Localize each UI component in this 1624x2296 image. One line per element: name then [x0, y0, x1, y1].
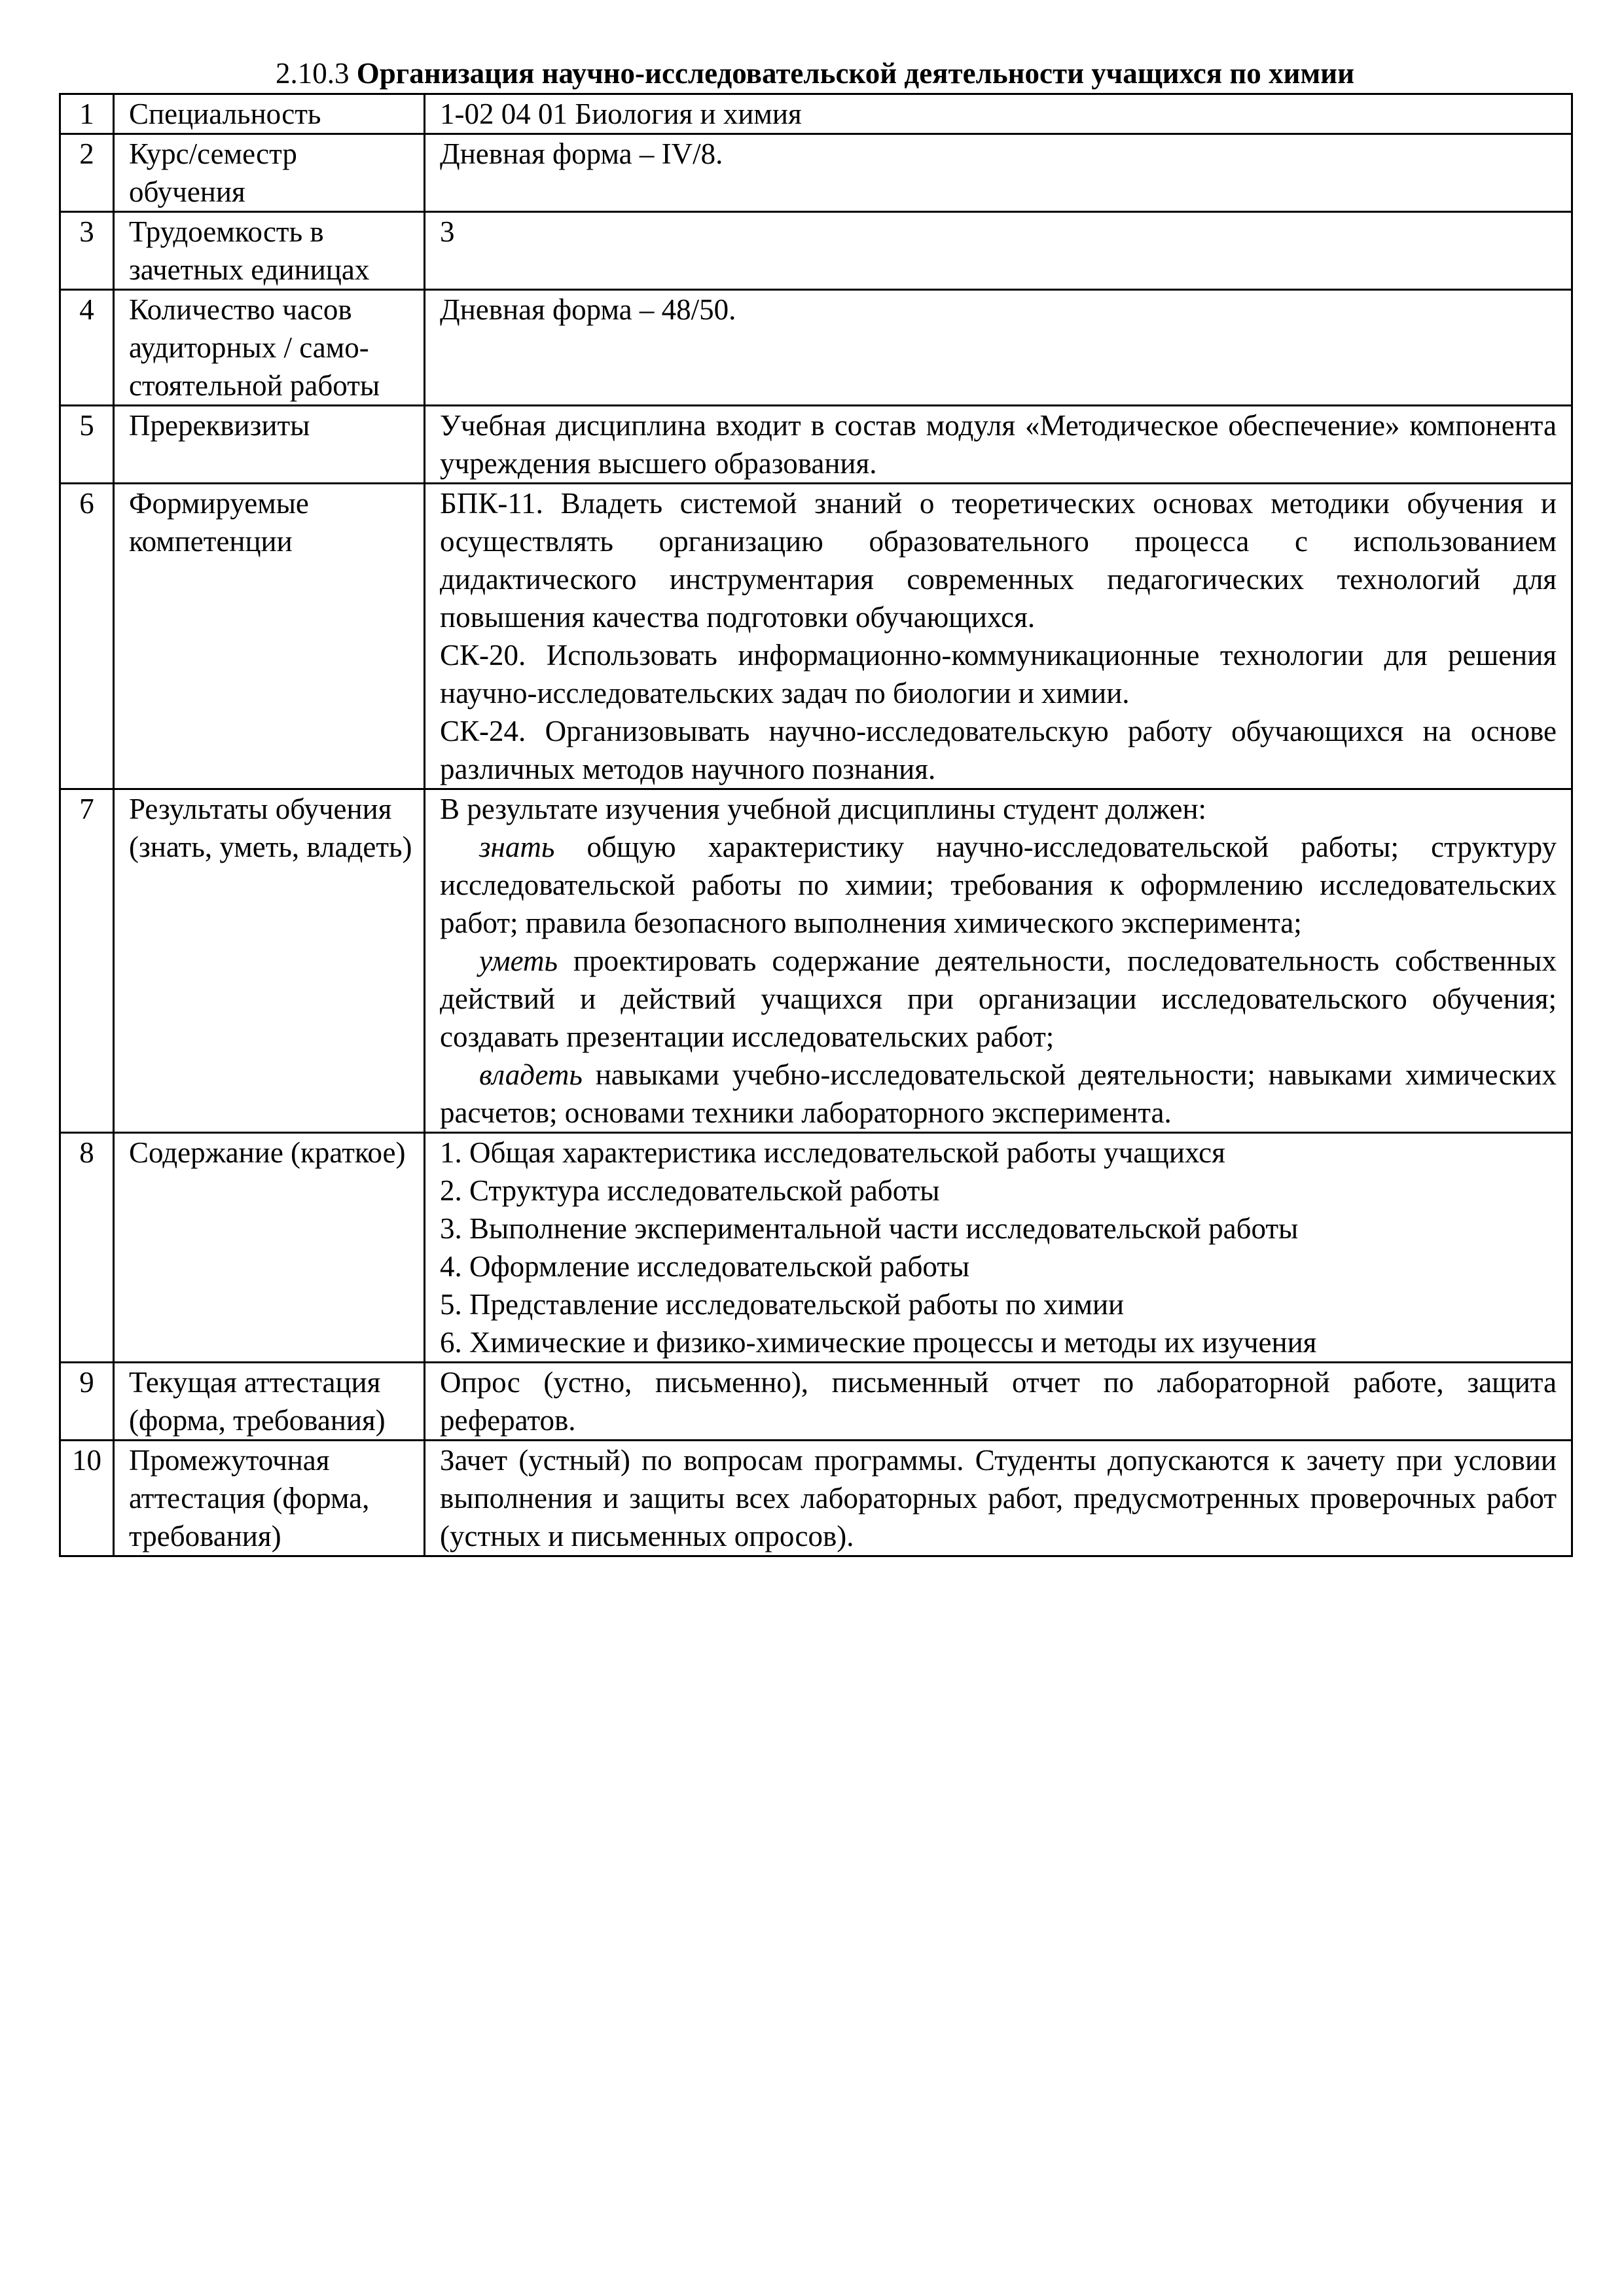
row-label: Текущая аттестация (форма, требования) — [114, 1363, 425, 1441]
competency-paragraph: СК-24. Организовывать научно-исследовательскую работу обучающихся на основе различных методов научного познания. — [440, 715, 1557, 785]
table-row — [60, 290, 1572, 406]
row-number: 9 — [60, 1363, 114, 1441]
content-line: 3. Выполнение экспериментальной части исследовательской работы — [440, 1212, 1299, 1245]
outcome-term: знать — [479, 831, 555, 863]
table-row — [60, 484, 1572, 789]
row-number: 8 — [60, 1133, 114, 1363]
title-text: Организация научно-исследовательской деятельности учащихся по химии — [356, 57, 1354, 90]
table-row — [60, 1133, 1572, 1363]
outcome-term: владеть — [479, 1058, 583, 1091]
document-title — [59, 54, 1571, 93]
content-line: 6. Химические и физико-химические процессы и методы их изучения — [440, 1326, 1317, 1359]
row-label: Формируемые компетенции — [114, 484, 425, 789]
row-value: Дневная форма – 48/50. — [425, 290, 1572, 406]
outcome-item — [440, 942, 1557, 1056]
discipline-table — [59, 93, 1573, 1557]
table-row — [60, 1441, 1572, 1556]
table-row — [60, 789, 1572, 1133]
outcomes-cell — [425, 789, 1572, 1133]
competencies-cell — [425, 484, 1572, 789]
row-number: 10 — [60, 1441, 114, 1556]
content-line: 5. Представление исследовательской работы по химии — [440, 1288, 1125, 1321]
competency-paragraph: СК-20. Использовать информационно-коммуникационные технологии для решения научно-исследовательских задач по биологии и химии. — [440, 639, 1557, 709]
row-value: Зачет (устный) по вопросам программы. Студенты допускаются к зачету при условии выполнения и защиты всех лабораторных работ, предусмотренных проверочных работ (устных и письменных опросов). — [425, 1441, 1572, 1556]
title-number: 2.10.3 — [276, 57, 350, 90]
row-label: Пререквизиты — [114, 406, 425, 484]
outcome-item — [440, 828, 1557, 942]
outcomes-intro: В результате изучения учебной дисциплины студент должен: — [440, 793, 1207, 825]
row-number: 3 — [60, 212, 114, 290]
content-line: 1. Общая характеристика исследовательской работы учащихся — [440, 1136, 1225, 1169]
row-value: Дневная форма – IV/8. — [425, 134, 1572, 212]
content-line: 2. Структура исследовательской работы — [440, 1174, 940, 1207]
row-label: Количество часов аудиторных / само-стоятельной работы — [114, 290, 425, 406]
row-number: 6 — [60, 484, 114, 789]
outcome-text: проектировать содержание деятельности, последовательность собственных действий и действий учащихся при организации исследовательского обучения; создавать презентации исследовательских работ; — [440, 944, 1557, 1053]
row-number: 7 — [60, 789, 114, 1133]
row-number: 5 — [60, 406, 114, 484]
outcome-text: навыками учебно-исследовательской деятельности; навыками химических расчетов; основами техники лабораторного эксперимента. — [440, 1058, 1557, 1129]
competency-paragraph: БПК-11. Владеть системой знаний о теоретических основах методики обучения и осуществлять организацию образовательного процесса с использованием дидактического инструментария современных педагогических технологий для повышения качества подготовки обучающихся. — [440, 487, 1557, 634]
row-label: Трудоемкость в зачетных единицах — [114, 212, 425, 290]
row-value: 3 — [425, 212, 1572, 290]
table-row — [60, 1363, 1572, 1441]
row-value: Учебная дисциплина входит в состав модуля «Методическое обеспечение» компонента учреждения высшего образования. — [425, 406, 1572, 484]
content-line: 4. Оформление исследовательской работы — [440, 1250, 970, 1283]
row-label: Результаты обучения (знать, уметь, владеть) — [114, 789, 425, 1133]
row-value: Опрос (устно, письменно), письменный отчет по лабораторной работе, защита рефератов. — [425, 1363, 1572, 1441]
outcome-term: уметь — [479, 944, 558, 977]
row-number: 1 — [60, 94, 114, 134]
row-label: Содержание (краткое) — [114, 1133, 425, 1363]
table-row — [60, 134, 1572, 212]
content-cell — [425, 1133, 1572, 1363]
row-label: Курс/семестр обучения — [114, 134, 425, 212]
table-row — [60, 212, 1572, 290]
row-number: 2 — [60, 134, 114, 212]
table-row — [60, 406, 1572, 484]
row-label: Специальность — [114, 94, 425, 134]
row-label: Промежуточная аттестация (форма, требования) — [114, 1441, 425, 1556]
table-row — [60, 94, 1572, 134]
row-value: 1-02 04 01 Биология и химия — [425, 94, 1572, 134]
outcome-item — [440, 1056, 1557, 1132]
outcome-text: общую характеристику научно-исследовательской работы; структуру исследовательской работы по химии; требования к оформлению исследовательских работ; правила безопасного выполнения химического эксперимента; — [440, 831, 1557, 939]
row-number: 4 — [60, 290, 114, 406]
